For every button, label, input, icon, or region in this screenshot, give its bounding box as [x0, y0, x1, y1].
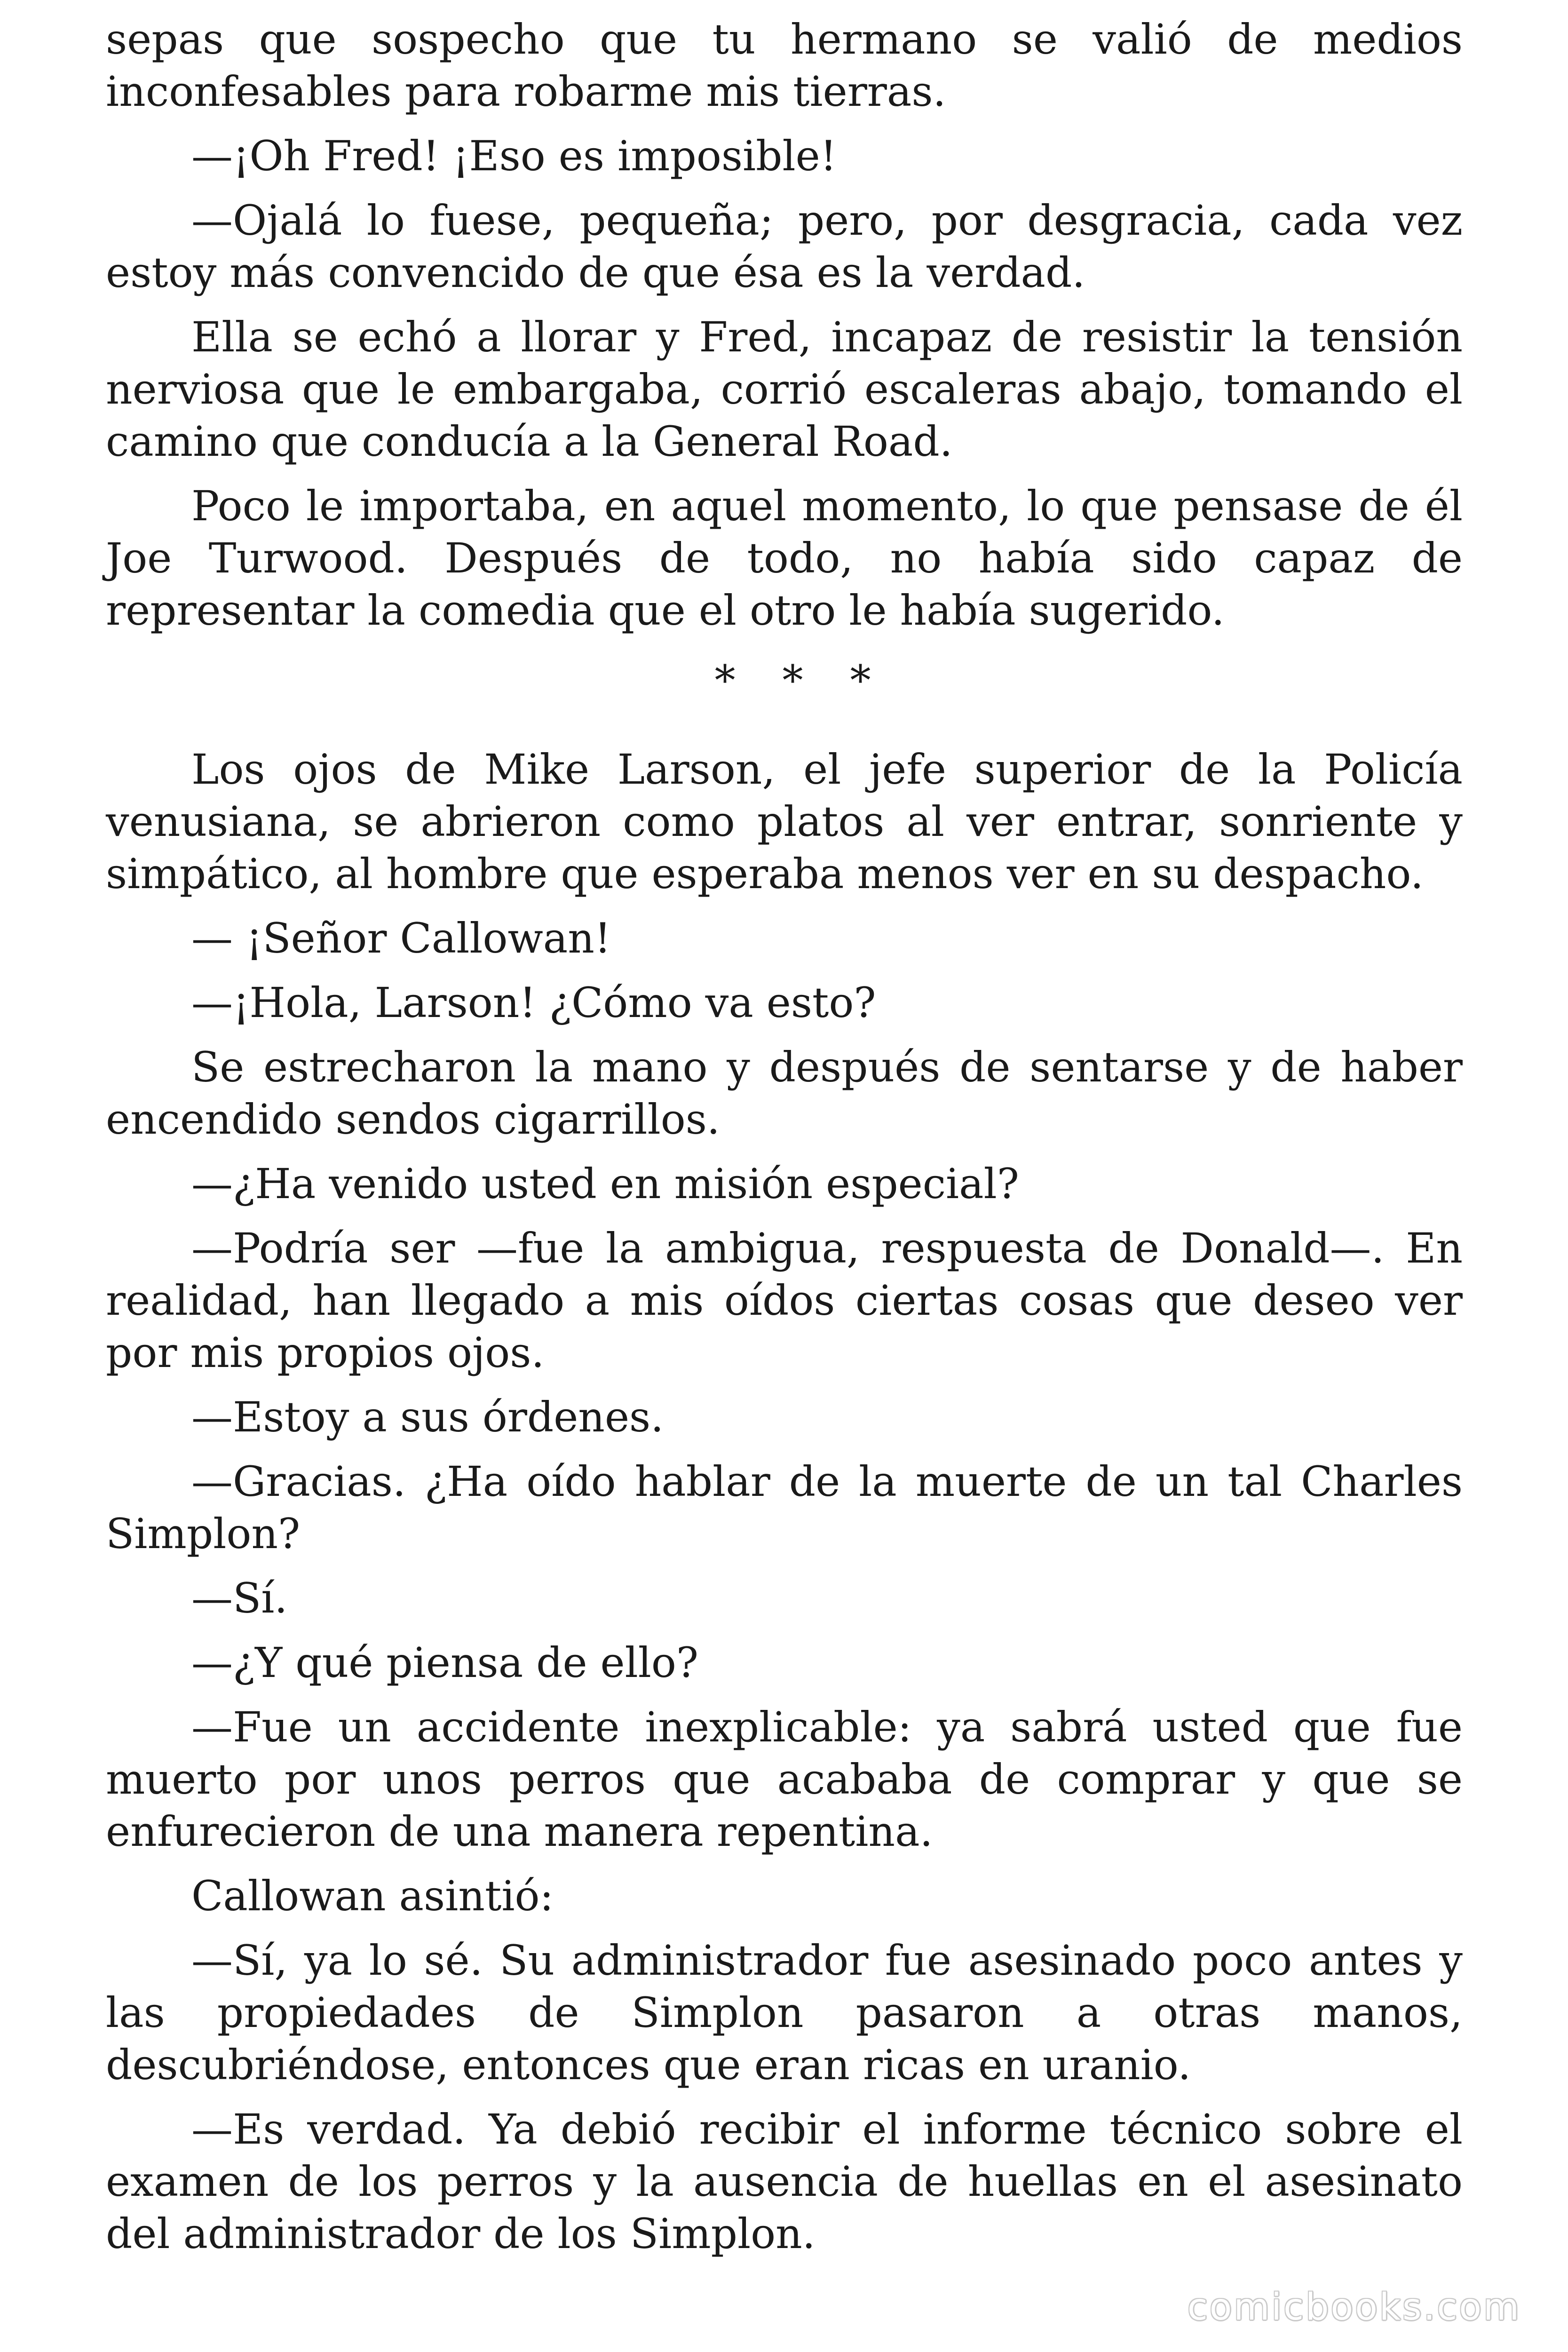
paragraph: —Fue un accidente inexplicable: ya sabrá usted que fue muerto por unos perros que acababa de comprar y que se enfurecieron de una manera repentina. [106, 1703, 1463, 1856]
scene-separator: * * * [714, 656, 888, 705]
page-body-text [106, 13, 1463, 2272]
paragraph: Se estrecharon la mano y después de sentarse y de haber encendido sendos cigarrillos. [106, 1043, 1463, 1144]
watermark-logo: comicbooks.com [1187, 2286, 1521, 2328]
paragraph: —Sí, ya lo sé. Su administrador fue asesinado poco antes y las propiedades de Simplon pasaron a otras manos, descubriéndose, entonces que eran ricas en uranio. [106, 1936, 1463, 2089]
paragraph: —Ojalá lo fuese, pequeña; pero, por desgracia, cada vez estoy más convencido de que ésa es la verdad. [106, 196, 1463, 297]
paragraph: —Gracias. ¿Ha oído hablar de la muerte de un tal Charles Simplon? [106, 1457, 1463, 1558]
paragraph: —¿Ha venido usted en misión especial? [191, 1160, 1019, 1208]
paragraph: sepas que sospecho que tu hermano se valió de medios inconfesables para robarme mis tierras. [106, 15, 1463, 116]
paragraph: —¿Y qué piensa de ello? [191, 1638, 699, 1687]
paragraph: Ella se echó a llorar y Fred, incapaz de resistir la tensión nerviosa que le embargaba, corrió escaleras abajo, tomando el camino que conducía a la General Road. [106, 313, 1463, 466]
paragraph: — ¡Señor Callowan! [191, 914, 611, 962]
paragraph: —Podría ser —fue la ambigua, respuesta de Donald—. En realidad, han llegado a mis oídos ciertas cosas que deseo ver por mis propios ojos. [106, 1224, 1463, 1377]
paragraph: Los ojos de Mike Larson, el jefe superior de la Policía venusiana, se abrieron como platos al ver entrar, sonriente y simpático, al hombre que esperaba menos ver en su despacho. [106, 745, 1463, 898]
paragraph: —¡Hola, Larson! ¿Cómo va esto? [191, 978, 876, 1027]
bottom-section [106, 743, 1463, 2260]
paragraph: Callowan asintió: [191, 1872, 554, 1920]
paragraph: Poco le importaba, en aquel momento, lo que pensase de él Joe Turwood. Después de todo, no había sido capaz de representar la comedia que el otro le había sugerido. [106, 482, 1463, 635]
paragraph: —Estoy a sus órdenes. [191, 1393, 664, 1441]
top-section [106, 13, 1463, 636]
paragraph: —Sí. [191, 1574, 288, 1622]
paragraph: —¡Oh Fred! ¡Eso es imposible! [191, 132, 837, 180]
paragraph: —Es verdad. Ya debió recibir el informe técnico sobre el examen de los perros y la ausencia de huellas en el asesinato del administrador de los Simplon. [106, 2105, 1463, 2258]
